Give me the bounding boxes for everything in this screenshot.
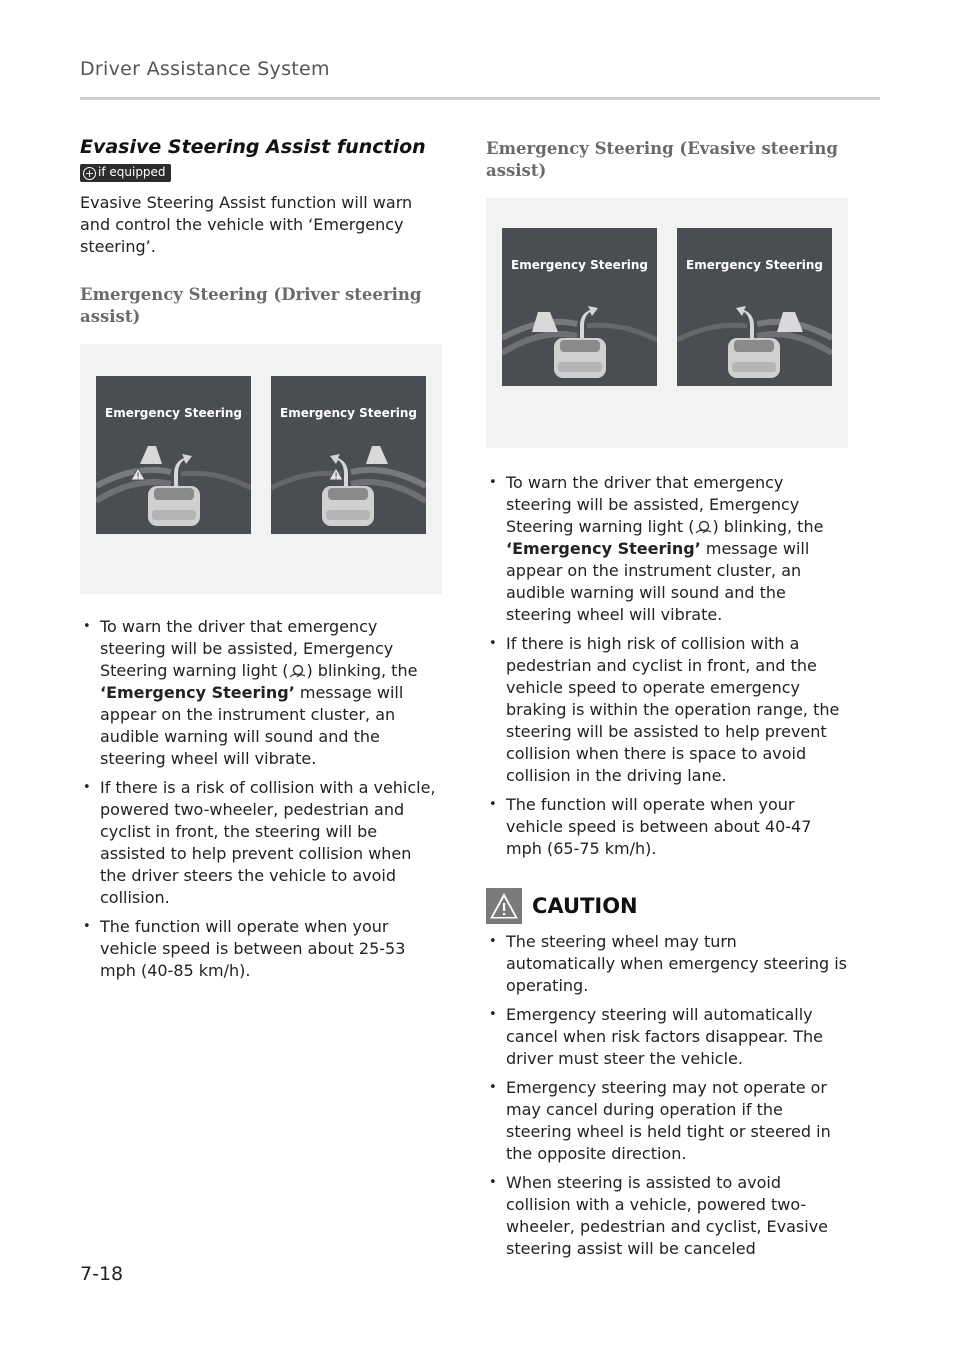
badge-label: if equipped	[98, 165, 166, 179]
if-equipped-badge	[80, 164, 171, 182]
intro-paragraph: Evasive Steering Assist function will warn and control the vehicle with ‘Emergency steering’.	[80, 193, 413, 256]
svg-text:!: !	[136, 472, 140, 482]
list-item: • To warn the driver that emergency steering will be assisted, Emergency Steering warning light ( ) blinking, the ‘Emergency Steering’ message will appear on the instrument cluster, an audible warning will sound and the steering wheel will vibrate.	[486, 472, 848, 626]
cluster-screen-right-turn	[677, 228, 832, 386]
screen-label: Emergency Steering	[105, 406, 242, 420]
right-bullet-list	[486, 472, 848, 860]
figure-title-evasive-assist: Emergency Steering (Evasive steering assist)	[486, 139, 838, 180]
right-column	[486, 138, 848, 1260]
list-item: • If there is a risk of collision with a vehicle, powered two-wheeler, pedestrian and cyclist in front, the steering will be assisted to help prevent collision when the driver steers the vehicle to avoid collision.	[80, 777, 442, 909]
section-title: Evasive Steering Assist function	[80, 136, 426, 158]
screen-label: Emergency Steering	[686, 258, 823, 272]
caution-list	[486, 931, 848, 1260]
page-header-title: Driver Assistance System	[80, 58, 330, 80]
figure-evasive-steering-assist	[486, 198, 848, 448]
list-item: • To warn the driver that emergency steering will be assisted, Emergency Steering warning light ( ) blinking, the ‘Emergency Steering’ message will appear on the instrument cluster, an audible warning will sound and the steering wheel will vibrate.	[80, 616, 442, 770]
emergency-steering-graphic-icon	[96, 376, 251, 534]
figure-title-driver-assist: Emergency Steering (Driver steering assist)	[80, 285, 422, 326]
warning-triangle-icon	[486, 888, 522, 924]
emergency-steering-warning-light-icon	[288, 664, 306, 678]
screen-label: Emergency Steering	[511, 258, 648, 272]
caution-heading	[486, 888, 848, 924]
list-item: • The function will operate when your vehicle speed is between about 40-47 mph (65-75 km/h).	[486, 794, 848, 860]
cluster-screen-left-turn	[502, 228, 657, 386]
list-item: • The steering wheel may turn automatically when emergency steering is operating.	[486, 931, 848, 997]
emergency-steering-warning-light-icon	[694, 520, 712, 534]
svg-text:!: !	[334, 472, 338, 482]
emergency-steering-graphic-icon	[271, 376, 426, 534]
left-column	[80, 136, 442, 982]
figure-driver-steering-assist	[80, 344, 442, 594]
caution-label: CAUTION	[532, 894, 638, 918]
list-item: • The function will operate when your vehicle speed is between about 25-53 mph (40-85 km/h).	[80, 916, 442, 982]
list-item: • Emergency steering will automatically cancel when risk factors disappear. The driver must steer the vehicle.	[486, 1004, 848, 1070]
cluster-screen-right-turn	[271, 376, 426, 534]
list-item: • Emergency steering may not operate or may cancel during operation if the steering wheel is held tight or steered in the opposite direction.	[486, 1077, 848, 1165]
cluster-screen-left-turn	[96, 376, 251, 534]
left-bullet-list	[80, 616, 442, 982]
list-item: • When steering is assisted to avoid collision with a vehicle, powered two-wheeler, pedestrian and cyclist, Evasive steering assist will be canceled	[486, 1172, 848, 1260]
page-number: 7-18	[80, 1263, 124, 1285]
list-item: • If there is high risk of collision with a pedestrian and cyclist in front, and the vehicle speed to operate emergency braking is within the operation range, the steering will be assisted to help prevent collision when there is space to avoid collision in the driving lane.	[486, 633, 848, 787]
plus-icon: +	[84, 167, 95, 180]
emergency-steering-graphic-icon	[677, 228, 832, 386]
screen-label: Emergency Steering	[280, 406, 417, 420]
header-divider	[80, 97, 880, 100]
emergency-steering-graphic-icon	[502, 228, 657, 386]
